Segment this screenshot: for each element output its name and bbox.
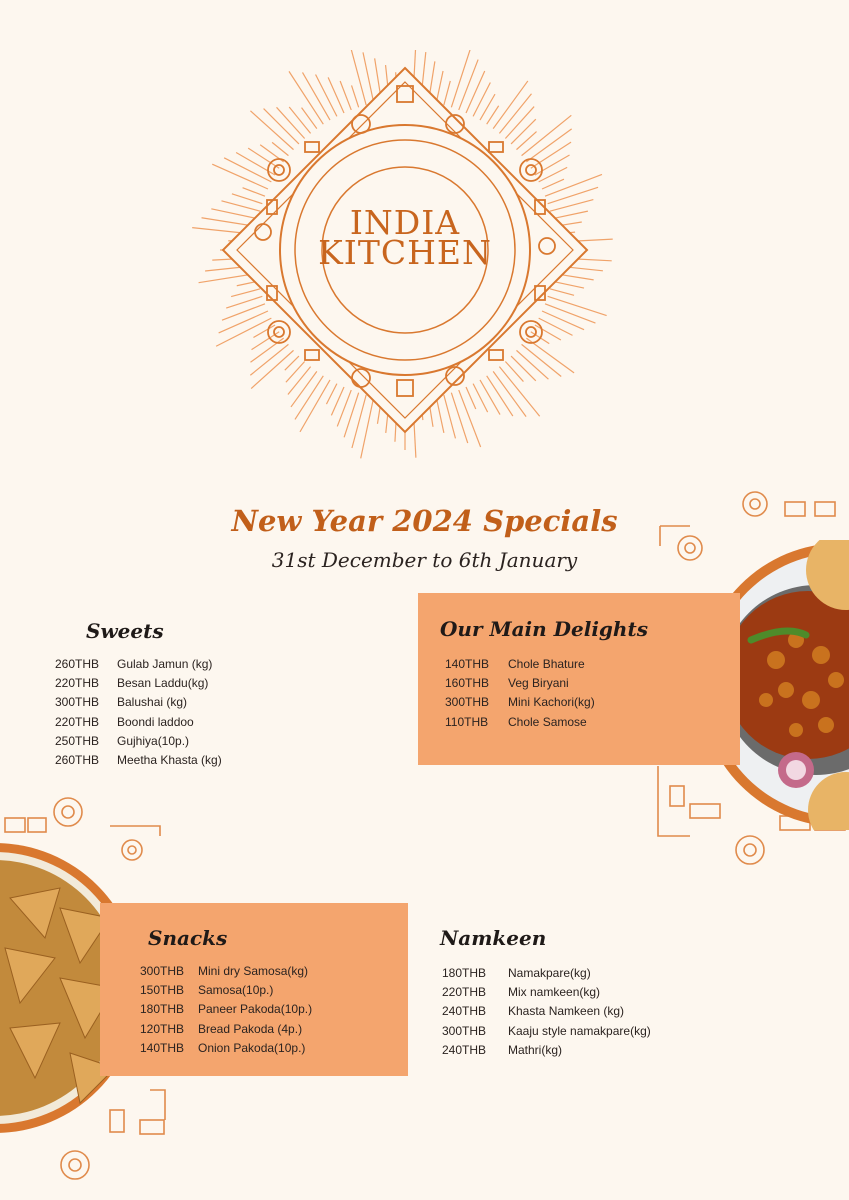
item-price: 220THB — [55, 676, 100, 691]
item-price: 300THB — [55, 695, 100, 710]
item-price: 300THB — [140, 964, 185, 978]
item-price: 220THB — [442, 985, 487, 1000]
item-name: Boondi laddoo — [117, 714, 194, 729]
item-name: Mini dry Samosa(kg) — [198, 964, 309, 978]
item-price: 240THB — [442, 1004, 487, 1019]
menu-item — [55, 732, 222, 751]
menu-item — [140, 1020, 312, 1039]
menu-item — [442, 983, 651, 1002]
menu-item — [140, 1000, 312, 1019]
namkeen-heading: Namkeen — [440, 926, 547, 950]
item-name: Mathri(kg) — [508, 1042, 563, 1057]
menu-item — [55, 713, 222, 732]
brand-name-line2: KITCHEN — [318, 233, 492, 272]
namkeen-list — [442, 964, 651, 1060]
promo-title: New Year 2024 Specials — [231, 504, 618, 538]
item-price: 180THB — [140, 1002, 185, 1017]
item-price: 110THB — [445, 714, 489, 729]
snacks-heading: Snacks — [148, 926, 228, 950]
snacks-list — [140, 962, 312, 1058]
item-price: 120THB — [140, 1021, 185, 1036]
menu-item — [442, 1041, 651, 1060]
menu-item — [55, 693, 222, 712]
item-price: 140THB — [140, 1040, 185, 1055]
menu-item — [55, 655, 222, 674]
item-name: Onion Pakoda(10p.) — [198, 1040, 306, 1055]
item-price: 220THB — [55, 714, 100, 729]
item-name: Samosa(10p.) — [198, 983, 274, 998]
menu-item — [55, 674, 222, 693]
main-delights-list — [445, 655, 595, 732]
item-name: Khasta Namkeen (kg) — [508, 1004, 625, 1019]
item-name: Gujhiya(10p.) — [117, 733, 190, 748]
item-name: Balushai (kg) — [117, 695, 188, 710]
item-price: 140THB — [445, 657, 490, 671]
item-name: Mini Kachori(kg) — [508, 695, 595, 710]
item-name: Meetha Khasta (kg) — [117, 753, 222, 768]
item-price: 250THB — [55, 733, 100, 748]
item-name: Veg Biryani — [508, 676, 569, 691]
menu-item — [140, 1039, 312, 1058]
sweets-list — [55, 655, 222, 770]
item-name: Gulab Jamun (kg) — [117, 657, 213, 671]
menu-item — [445, 674, 595, 693]
main-delights-heading: Our Main Delights — [440, 617, 648, 641]
item-name: Mix namkeen(kg) — [508, 985, 601, 1000]
item-name: Besan Laddu(kg) — [117, 676, 209, 691]
item-price: 160THB — [445, 676, 490, 691]
menu-item — [442, 964, 651, 983]
item-price: 150THB — [140, 983, 185, 998]
menu-item — [445, 713, 595, 732]
item-price: 300THB — [445, 695, 490, 710]
item-price: 180THB — [442, 966, 487, 980]
menu-item — [442, 1002, 651, 1021]
item-name: Chole Samose — [508, 714, 587, 729]
item-price: 300THB — [442, 1023, 487, 1038]
item-price: 260THB — [55, 753, 100, 768]
item-name: Paneer Pakoda(10p.) — [198, 1002, 313, 1017]
menu-item — [445, 693, 595, 712]
item-name: Namakpare(kg) — [508, 966, 591, 980]
item-price: 260THB — [55, 657, 100, 671]
promo-dates: 31st December to 6th January — [271, 548, 578, 572]
menu-item — [442, 1022, 651, 1041]
item-name: Kaaju style namakpare(kg) — [508, 1023, 651, 1038]
menu-item — [445, 655, 595, 674]
brand-name-line1: INDIA — [349, 203, 461, 242]
menu-item — [140, 962, 312, 981]
item-name: Chole Bhature — [508, 657, 585, 671]
item-name: Bread Pakoda (4p.) — [198, 1021, 303, 1036]
item-price: 240THB — [442, 1042, 487, 1057]
menu-item — [55, 751, 222, 770]
sweets-heading: Sweets — [86, 619, 164, 643]
menu-item — [140, 981, 312, 1000]
